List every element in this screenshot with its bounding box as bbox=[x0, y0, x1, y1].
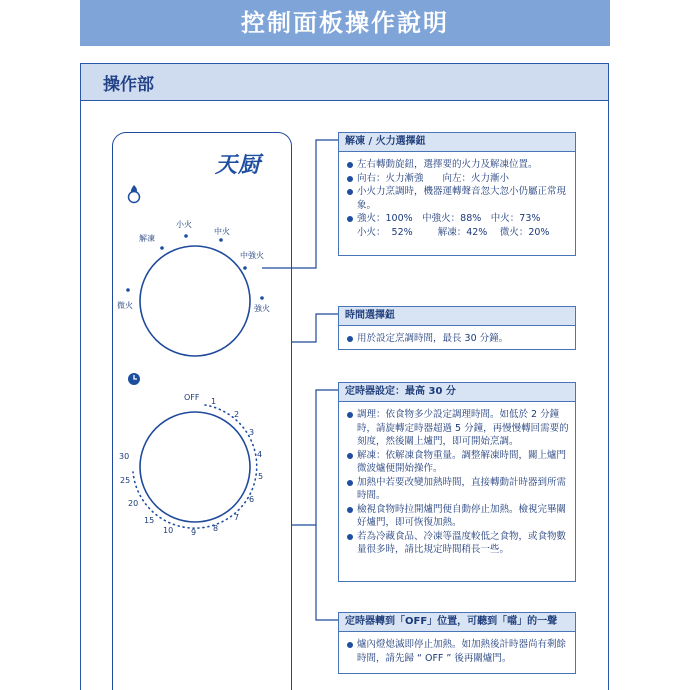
section-title: 操作部 bbox=[103, 75, 154, 95]
timer-label-15: 15 bbox=[144, 516, 155, 525]
power-selector-title: 解凍 / 火力選擇鈕 bbox=[339, 133, 575, 152]
timer-label-30: 30 bbox=[119, 452, 130, 461]
time-selector-box bbox=[338, 306, 576, 350]
list-item: 爐內燈熄滅即停止加熱。如加熱後計時器尚有剩餘時間，請先歸 “ OFF ” 後再關爐門。 bbox=[347, 638, 569, 665]
timer-label-10: 10 bbox=[163, 526, 174, 535]
timer-off-box bbox=[338, 612, 576, 674]
power-label-warm: 微火 bbox=[117, 301, 133, 310]
timer-label-3: 3 bbox=[249, 428, 255, 437]
timer-label-off: OFF bbox=[184, 393, 200, 402]
list-item: 解凍：依解凍食物重量。調整解凍時間，關上爐門微波爐便開始操作。 bbox=[347, 449, 569, 476]
brand-logo: 天厨 bbox=[215, 152, 262, 178]
power-tick bbox=[243, 266, 247, 270]
timer-knob[interactable] bbox=[140, 412, 250, 522]
list-item: 小火力烹調時，機器運轉聲音忽大忽小仍屬正常現象。 bbox=[347, 185, 569, 212]
power-label-medium: 中火 bbox=[214, 227, 230, 236]
timer-label-4: 4 bbox=[257, 450, 263, 459]
list-item: 檢視食物時拉開爐門便自動停止加熱。檢視完畢關好爐門，即可恢復加熱。 bbox=[347, 503, 569, 530]
timer-setting-box bbox=[338, 382, 576, 582]
power-selector-box bbox=[338, 132, 576, 256]
timer-off-title: 定時器轉到「OFF」位置，可聽到「噹」的一聲 bbox=[339, 613, 575, 632]
power-tick bbox=[184, 234, 188, 238]
list-item: 強火：100% 中強火：88% 中火：73% bbox=[347, 212, 569, 226]
timer-setting-title: 定時器設定：最高 30 分 bbox=[339, 383, 575, 402]
timer-label-9: 9 bbox=[191, 528, 197, 537]
time-selector-title: 時間選擇鈕 bbox=[339, 307, 575, 326]
power-knob[interactable] bbox=[140, 246, 250, 356]
time-selector-body bbox=[339, 326, 575, 352]
list-item: 加熱中若要改變加熱時間，直接轉動計時器到所需時間。 bbox=[347, 476, 569, 503]
callout-lines bbox=[262, 140, 338, 620]
timer-label-25: 25 bbox=[120, 476, 131, 485]
timer-label-1: 1 bbox=[211, 397, 217, 406]
power-label-defrost: 解凍 bbox=[139, 234, 155, 243]
flame-icon bbox=[129, 185, 140, 203]
power-label-medium-high: 中強火 bbox=[240, 251, 264, 260]
power-label-low: 小火 bbox=[176, 220, 192, 229]
timer-label-7: 7 bbox=[234, 513, 240, 522]
list-item: 調理：依食物多少設定調理時間。如低於 2 分鐘時，請旋轉定時器超過 5 分鐘，再慢慢轉回需要的刻度，然後關上爐門，即可開始烹調。 bbox=[347, 408, 569, 449]
page-title: 控制面板操作說明 bbox=[80, 0, 610, 46]
power-selector-body bbox=[339, 152, 575, 245]
timer-label-20: 20 bbox=[128, 499, 139, 508]
power-tick bbox=[160, 246, 164, 250]
timer-label-2: 2 bbox=[234, 410, 240, 419]
clock-icon bbox=[128, 373, 140, 385]
power-tick bbox=[219, 238, 223, 242]
power-label-high: 強火 bbox=[254, 304, 270, 313]
power-tick bbox=[260, 296, 264, 300]
power-tick bbox=[126, 288, 130, 292]
timer-setting-body bbox=[339, 402, 575, 563]
list-item: 若為冷藏食品、冷凍等溫度較低之食物，或食物數量很多時，請比規定時間稍長一些。 bbox=[347, 530, 569, 557]
timer-label-5: 5 bbox=[258, 472, 264, 481]
list-item: 向右：火力漸強 向左：火力漸小 bbox=[347, 172, 569, 186]
power-levels-line: 小火： 52% 解凍：42% 微火：20% bbox=[357, 226, 550, 238]
timer-off-body bbox=[339, 632, 575, 671]
timer-label-6: 6 bbox=[249, 495, 255, 504]
list-item: 用於設定烹調時間，最長 30 分鐘。 bbox=[347, 332, 569, 346]
timer-label-8: 8 bbox=[213, 524, 219, 533]
list-item: 左右轉動旋鈕，選擇要的火力及解凍位置。 bbox=[347, 158, 569, 172]
